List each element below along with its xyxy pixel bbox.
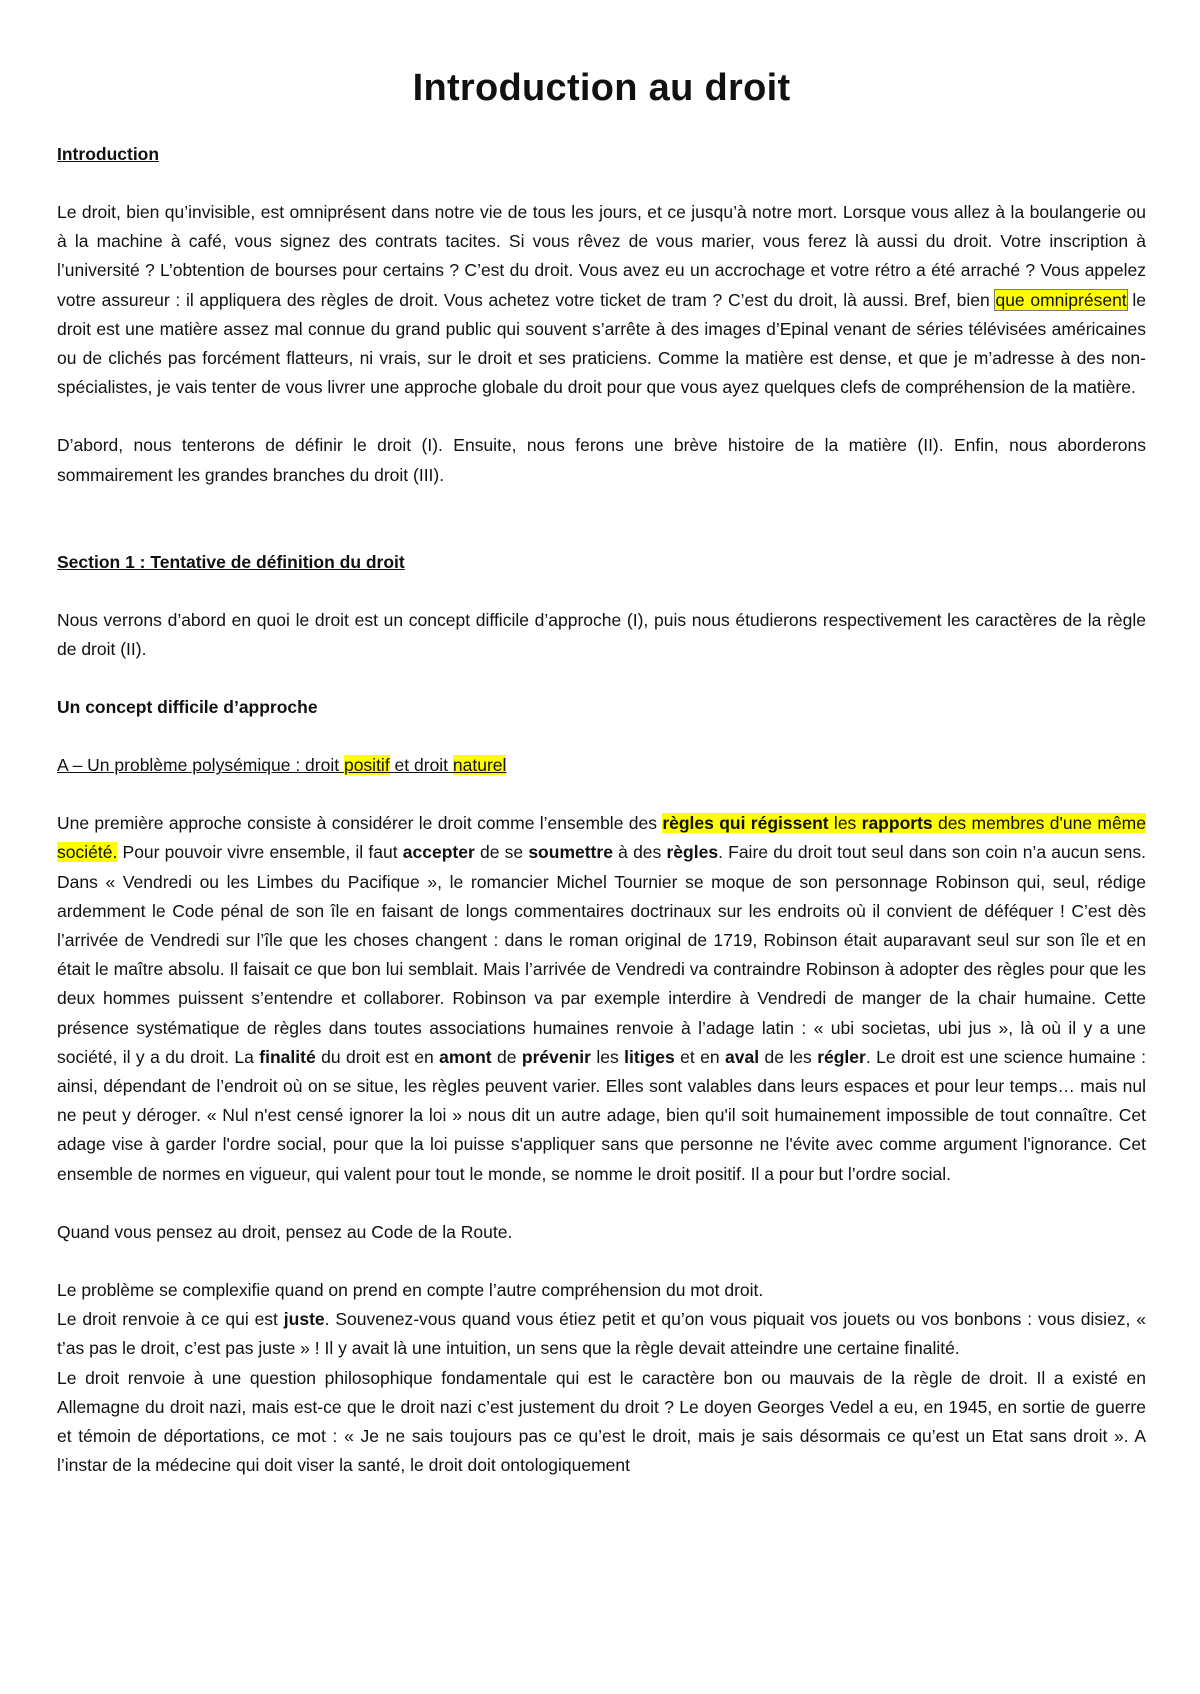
intro-heading: Introduction: [57, 144, 160, 164]
paragraph-code-route: Quand vous pensez au droit, pensez au Code de la Route.: [57, 1221, 513, 1242]
subheading-concept: Un concept difficile d’approche: [57, 697, 318, 718]
paragraph-juste: Le droit renvoie à ce qui est juste. Souvenez-vous quand vous étiez petit et qu’on vous piquait vos jouets ou vos bonbons : vous disiez, « t’as pas le droit, c’est pas juste » ! Il y avait là une intuition, un sens que la règle devait atteindre une certaine finalité.: [57, 1309, 1146, 1359]
section-1-heading: Section 1 : Tentative de définition du droit: [57, 551, 405, 572]
paragraph-approche: Une première approche consiste à considérer le droit comme l’ensemble des règles qui régissent les rapports des membres d'une même société. Pour pouvoir vivre ensemble, il faut accepter de se soumettre à des règles. Faire du droit tout seul dans son coin n’a aucun sens. Dans « Vendredi ou les Limbes du Pacifique », le romancier Michel Tournier se moque de son personnage Robinson qui, seul, rédige ardemment le Code pénal de son île en faisant de longs commentaires doctrinaux sur les endroits où il convient de déféquer ! C’est dès l’arrivée de Vendredi sur l’île que les choses changent : dans le roman original de 1719, Robinson était auparavant seul sur son île et en était le maître absolu. Il faisait ce que bon lui semblait. Mais l’arrivée de Vendredi va contraindre Robinson à adopter des règles pour que les deux hommes puissent s’entendre et collaborer. Robinson va par exemple interdire à Vendredi de manger de la chair humaine. Cette présence systématique de règles dans toutes associations humaines renvoie à l’adage latin : « ubi societas, ubi jus », là où il y a une société, il y a du droit. La finalité du droit est en amont de prévenir les litiges et en aval de les régler. Le droit est une science humaine : ainsi, dépendant de l’endroit où on se situe, les règles peuvent varier. Elles sont valables dans leurs espaces et pour leur temps… mais nul ne peut y déroger. « Nul n'est censé ignorer la loi » nous dit un autre adage, bien qu'il soit humainement impossible de tout connaître. Cet adage vise à garder l'ordre social, pour que la loi puisse s'appliquer sans que personne ne l'évite avec comme argument l'ignorance. Cet ensemble de normes en vigueur, qui valent pour tout le monde, se nomme le droit positif. Il a pour but l’ordre social.: [57, 813, 1146, 1184]
intro-paragraph-2: D’abord, nous tenterons de définir le droit (I). Ensuite, nous ferons une brève histoire de la matière (II). Enfin, nous aborderons sommairement les grandes branches du droit (III).: [57, 435, 1146, 485]
highlighted-text: positif: [343, 755, 390, 776]
highlighted-text: règles qui régissent les rapports des membres d'une même société.: [57, 813, 1146, 863]
highlighted-text: naturel: [452, 755, 507, 776]
intro-paragraph-1: Le droit, bien qu’invisible, est omniprésent dans notre vie de tous les jours, et ce jusqu’à notre mort. Lorsque vous allez à la boulangerie ou à la machine à café, vous signez des contrats tacites. Si vous rêvez de vous marier, vous ferez là aussi du droit. Votre inscription à l’université ? L’obtention de bourses pour certains ? C’est du droit. Vous avez eu un accrochage et votre rétro a été arraché ? Vous appelez votre assureur : il appliquera des règles de droit. Vous achetez votre ticket de tram ? C’est du droit, là aussi. Bref, bien que omniprésent le droit est une matière assez mal connue du grand public qui souvent s’arrête à des images d’Epinal venant de séries télévisées américaines ou de clichés pas forcément flatteurs, ni vrais, sur le droit et ses praticiens. Comme la matière est dense, et que je m’adresse à des non-spécialistes, je vais tenter de vous livrer une approche globale du droit pour que vous ayez quelques clefs de compréhension de la matière.: [57, 202, 1146, 398]
highlighted-text: que omniprésent: [995, 289, 1127, 310]
document-title: Introduction au droit: [412, 67, 791, 109]
paragraph-philosophique: Le droit renvoie à une question philosophique fondamentale qui est le caractère bon ou mauvais de la règle de droit. Il a existé en Allemagne du droit nazi, mais est-ce que le droit nazi c’est justement du droit ? Le doyen Georges Vedel a eu, en 1945, en sortie de guerre et témoin de déportations, ce mot : « Je ne sais toujours pas ce qu’est le droit, mais je sais désormais ce qu’est un Etat sans droit ». A l’instar de la médecine qui doit viser la santé, le droit doit ontologiquement: [57, 1367, 1146, 1476]
section-1-intro: Nous verrons d’abord en quoi le droit est un concept difficile d’approche (I), puis nous étudierons respectivement les caractères de la règle de droit (II).: [57, 609, 1146, 660]
paragraph-probleme: Le problème se complexifie quand on prend en compte l’autre compréhension du mot droit.: [57, 1280, 764, 1301]
subheading-a: A – Un problème polysémique : droit positif et droit naturel: [57, 755, 507, 776]
